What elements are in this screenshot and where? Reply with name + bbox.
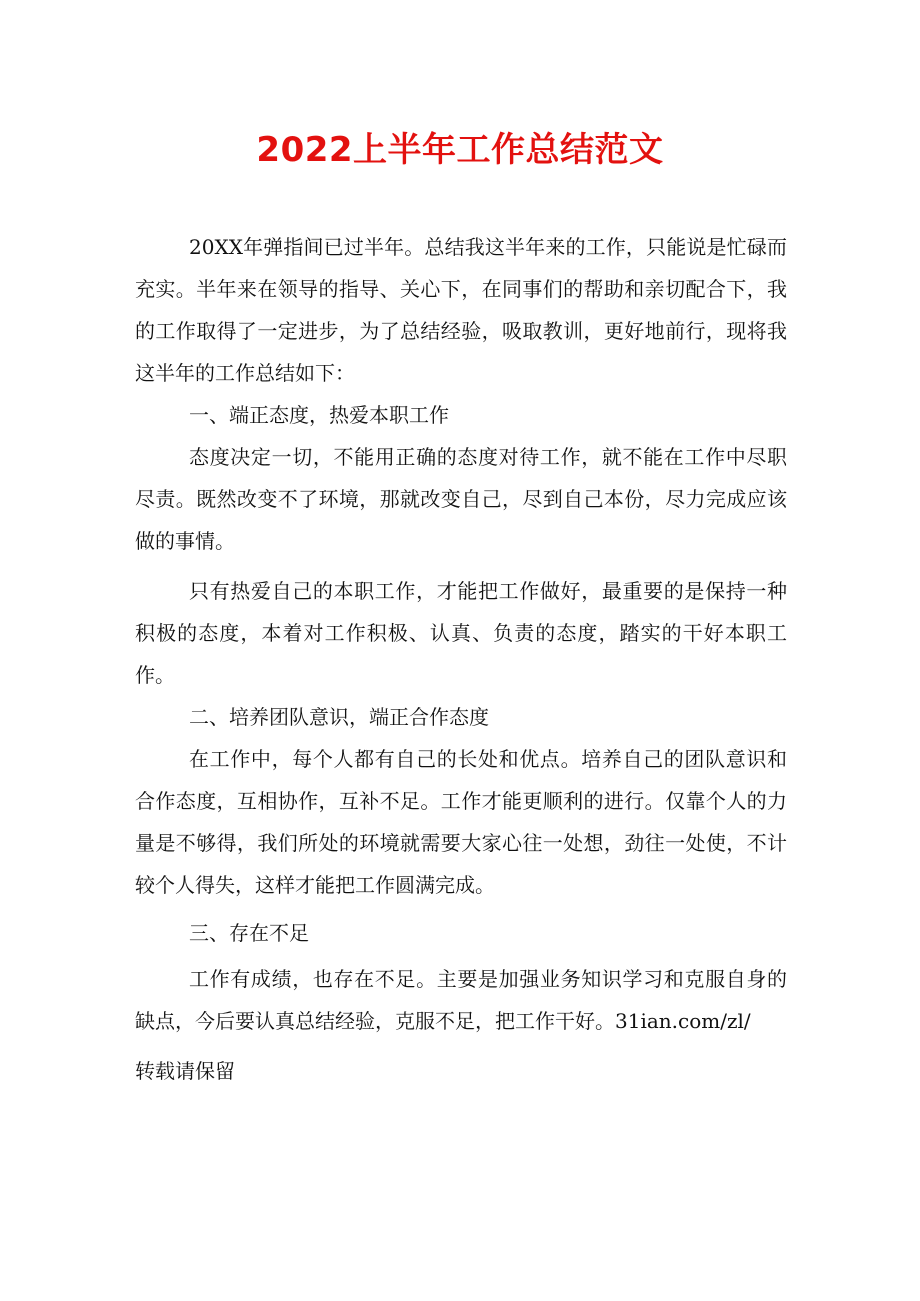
repost-note: 转载请保留: [135, 1059, 235, 1083]
intro-paragraph: 20XX年弹指间已过半年。总结我这半年来的工作，只能说是忙碌而充实。半年来在领导的指导、关心下，在同事们的帮助和亲切配合下，我的工作取得了一定进步，为了总结经验，吸取教训，更好地前行，现将我这半年的工作总结如下：: [135, 235, 787, 385]
document-title: 2022上半年工作总结范文: [256, 130, 664, 170]
document-body: [135, 226, 787, 1092]
section-2-paragraph-1: 在工作中，每个人都有自己的长处和优点。培养自己的团队意识和合作态度，互相协作，互补不足。工作才能更顺利的进行。仅靠个人的力量是不够得，我们所处的环境就需要大家心往一处想，劲往一处使，不计较个人得失，这样才能把工作圆满完成。: [135, 747, 787, 897]
section-heading-3: 三、存在不足: [189, 921, 309, 945]
section-heading-2: 二、培养团队意识，端正合作态度: [189, 705, 489, 729]
section-heading-1: 一、端正态度，热爱本职工作: [189, 403, 449, 427]
section-3-paragraph-1: 工作有成绩，也存在不足。主要是加强业务知识学习和克服自身的缺点，今后要认真总结经验，克服不足，把工作干好。31ian.com/zl/: [135, 967, 787, 1033]
section-1-paragraph-1: 态度决定一切，不能用正确的态度对待工作，就不能在工作中尽职尽责。既然改变不了环境，那就改变自己，尽到自己本份，尽力完成应该做的事情。: [135, 445, 787, 553]
section-1-paragraph-2: 只有热爱自己的本职工作，才能把工作做好，最重要的是保持一种积极的态度，本着对工作积极、认真、负责的态度，踏实的干好本职工作。: [135, 579, 787, 687]
